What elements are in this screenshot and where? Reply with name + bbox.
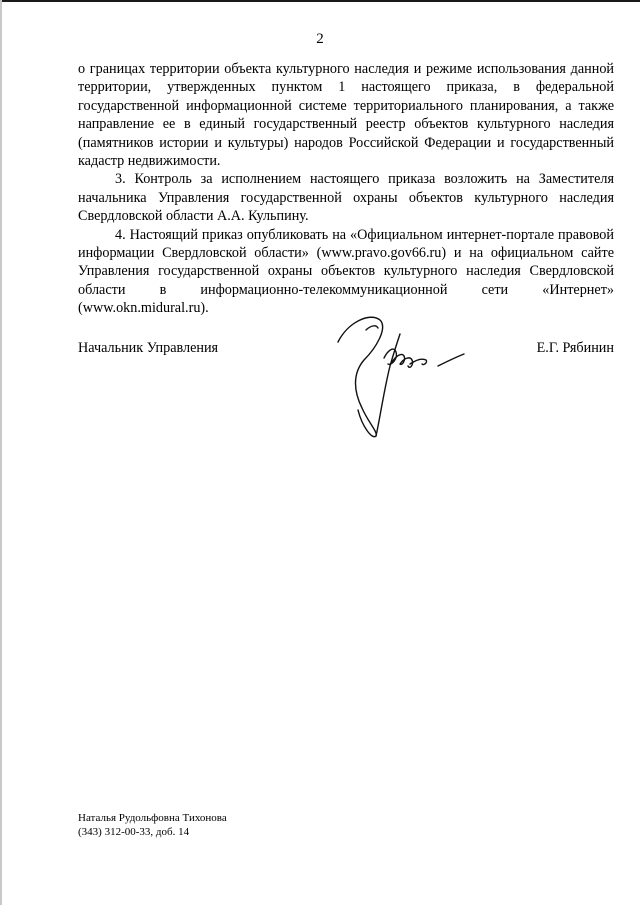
paragraph-4: 4. Настоящий приказ опубликовать на «Официальном интернет-портале правовой информации Свердловской области» (www.pravo.gov66.ru) и на официальном сайте Управления государственной охраны объектов культурного наследия Свердловской области в информационно-телекоммуникационной сети «Интернет» (www.okn.midural.ru).: [78, 226, 614, 317]
executor-info: [78, 812, 227, 839]
signatory-title: Начальник Управления: [78, 340, 219, 356]
document-body: [78, 60, 614, 318]
page-left-edge: [0, 0, 2, 905]
paragraph-3: 3. Контроль за исполнением настоящего приказа возложить на Заместителя начальника Управления государственной охраны объектов культурного наследия Свердловской области А.А. Кульпину.: [78, 171, 614, 225]
paragraph-continuation: о границах территории объекта культурного наследия и режиме использования данной территории, утвержденных пунктом 1 настоящего приказа, в федеральной государственной информационной системе территориального планирования, а также направление ее в единый государственный реестр объектов культурного наследия (памятников истории и культуры) народов Российской Федерации и государственный кадастр недвижимости.: [78, 61, 614, 170]
page-number: 2: [316, 31, 324, 47]
signatory-name: Е.Г. Рябинин: [536, 340, 614, 356]
executor-name: Наталья Рудольфовна Тихонова: [78, 812, 227, 824]
executor-phone: (343) 312-00-33, доб. 14: [78, 825, 190, 838]
page-top-edge: [0, 0, 640, 2]
handwritten-signature: [318, 300, 468, 450]
